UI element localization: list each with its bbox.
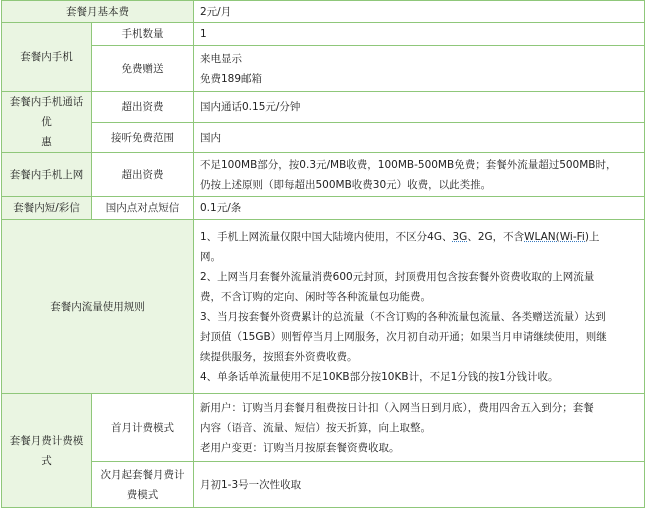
next-month-label (92, 462, 194, 508)
rules-values (194, 220, 645, 394)
rule2-line2: 费，不含订购的定向、闲时等各种流量包功能费。 (200, 290, 431, 303)
sms-sublabel: 国内点对点短信 (92, 197, 194, 220)
next-month-value: 月初1-3号一次性收取 (194, 462, 645, 508)
call-label-line1: 套餐内手机通话优 (9, 96, 84, 128)
row-next-month (2, 462, 645, 508)
billing-label: 套餐月费计费模式 (2, 394, 92, 508)
first-month-line2: 内容（语音、流量、短信）按天折算，向上取整。 (200, 421, 431, 434)
row-free-answer (2, 123, 645, 153)
free-gift-label: 免费赠送 (92, 46, 194, 92)
rule2-line1: 2、上网当月套餐外流量消费600元封顶，封顶费用包含按套餐外资费收取的上网流量 (200, 270, 595, 283)
phone-count-value: 1 (194, 23, 645, 46)
basic-fee-value: 2元/月 (194, 1, 645, 23)
row-first-month (2, 394, 645, 462)
row-free-gift (2, 46, 645, 92)
3g-link[interactable]: 3G (452, 230, 468, 243)
wlan-link[interactable]: WLAN(Wi-Fi) (524, 230, 589, 243)
rule3-line1: 3、当月按套餐外资费累计的总流量（不含订购的各种流量包流量、各类赠送流量）达到 (200, 310, 606, 323)
free-gift-values (194, 46, 645, 92)
rule4-line1: 4、单条话单流量使用不足10KB部分按10KB计，不足1分钱的按1分钱计收。 (200, 370, 559, 383)
rule3-line2: 封顶值（15GB）则暂停当月上网服务，次月初自动开通；如果当月申请继续使用，则继 (200, 330, 607, 343)
phone-count-label: 手机数量 (92, 23, 194, 46)
rules-label: 套餐内流量使用规则 (2, 220, 194, 394)
row-phone-count (2, 23, 645, 46)
phone-label: 套餐内手机 (2, 23, 92, 92)
next-month-label-line2: 费模式 (126, 488, 159, 501)
data-excess-line1: 不足100MB部分，按0.3元/MB收费，100MB-500MB免费；套餐外流量超过500MB时， (200, 158, 617, 171)
call-excess-label: 超出资费 (92, 92, 194, 123)
first-month-label: 首月计费模式 (92, 394, 194, 462)
first-month-line1: 新用户：订购当月套餐月租费按日计扣（入网当日到月底），费用四舍五入到分；套餐 (200, 401, 594, 414)
row-data-excess (2, 153, 645, 197)
rule1-line1: 1、手机上网流量仅限中国大陆境内使用，不区分4G、3G、2G，不含WLAN(Wi-Fi)上 (200, 230, 600, 243)
free-answer-value: 国内 (194, 123, 645, 153)
free-gift-caller-id: 来电显示 (200, 52, 242, 65)
first-month-values (194, 394, 645, 462)
data-excess-line2: 仍按上述原则（即每超出500MB收费30元）收费，以此类推。 (200, 178, 492, 191)
first-month-line3: 老用户变更：订购当月按原套餐资费收取。 (200, 441, 400, 454)
next-month-label-line1: 次月起套餐月费计 (100, 468, 185, 481)
sms-value: 0.1元/条 (194, 197, 645, 220)
data-label: 套餐内手机上网 (2, 153, 92, 197)
basic-fee-label: 套餐月基本费 (2, 1, 194, 23)
row-sms (2, 197, 645, 220)
sms-label: 套餐内短/彩信 (2, 197, 92, 220)
data-excess-values (194, 153, 645, 197)
call-label (2, 92, 92, 153)
row-call-excess (2, 92, 645, 123)
rule3-line3: 续提供服务，按照套外资费收费。 (200, 350, 358, 363)
package-fee-table (1, 0, 645, 508)
free-gift-mailbox: 免费189邮箱 (200, 72, 263, 85)
row-basic-fee (2, 1, 645, 23)
call-excess-value: 国内通话0.15元/分钟 (194, 92, 645, 123)
rule1-line2: 网。 (200, 250, 221, 263)
free-answer-label: 接听免费范围 (92, 123, 194, 153)
data-excess-label: 超出资费 (92, 153, 194, 197)
row-rules (2, 220, 645, 394)
call-label-line2: 惠 (41, 136, 52, 148)
